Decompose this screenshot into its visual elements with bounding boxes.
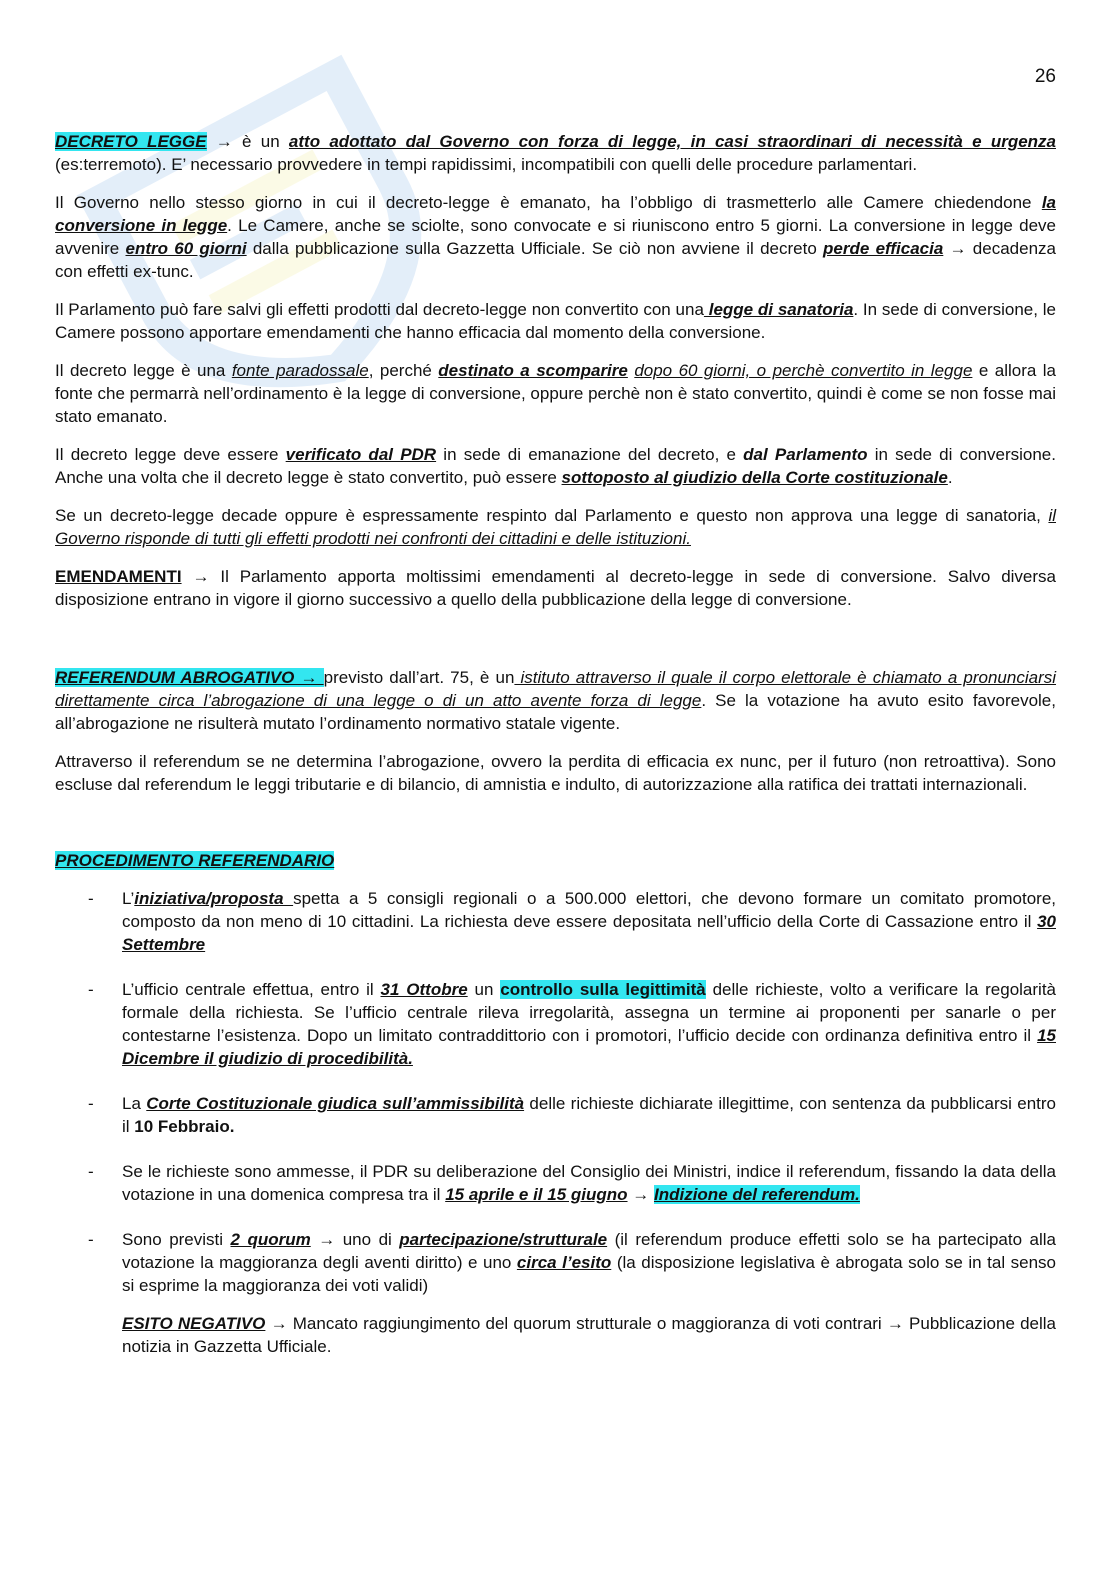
emphasis-span: Corte Costituzionale giudica sull’ammissibilità — [146, 1094, 525, 1113]
esito-negativo-text — [122, 1312, 1056, 1358]
text-span: . In sede di conversione, le Camere possono apportare emendamenti che hanno efficacia dal momento della conversione. — [55, 300, 1057, 342]
text-span: Il Parlamento può fare salvi gli effetti prodotti dal decreto-legge non convertito con una — [55, 300, 704, 319]
text-span: Il decreto legge deve essere — [55, 445, 286, 464]
list-item-text — [122, 978, 1056, 1070]
list-item-text — [122, 887, 1056, 956]
emphasis-span: ESITO NEGATIVO — [122, 1314, 266, 1333]
text-span: Il Governo nello stesso giorno in cui il decreto-legge è emanato, ha l’obbligo di trasmetterlo alle Camere chiedendone — [55, 193, 1042, 212]
list-item-text — [122, 1160, 1056, 1206]
text-span: e allora la fonte che permarrà nell’ordinamento è la legge di conversione, oppure perchè non è stato convertito, quindi è come se non fosse mai stato emanato. — [55, 361, 1056, 426]
procedure-list — [55, 887, 1056, 1358]
paragraph-verifica — [55, 443, 1056, 489]
text-span: in sede di conversione. Anche una volta che il decreto legge è stato convertito, può essere — [55, 445, 1056, 487]
emphasis-span: atto adottato dal Governo con forza di legge, in casi straordinari di necessità e urgenza — [288, 132, 1056, 151]
heading-emendamenti: EMENDAMENTI — [55, 567, 182, 586]
text-span: . — [947, 468, 953, 487]
emphasis-span: il Governo risponde di tutti gli effetti prodotti nei confronti dei cittadini e delle istituzioni. — [55, 506, 1056, 548]
text-span: Il decreto legge è una — [55, 361, 232, 380]
text-span: Sono previsti — [122, 1230, 231, 1249]
paragraph-emendamenti — [55, 565, 1056, 611]
emphasis-span: perde efficacia — [823, 239, 944, 258]
emphasis-span: 15 Dicembre il giudizio di procedibilità. — [122, 1026, 1056, 1068]
emphasis-span: partecipazione/strutturale — [399, 1230, 608, 1249]
text-span: . Se la votazione ha avuto esito favorevole, all’abrogazione ne risulterà mutato l’ordinamento normativo statale vigente. — [55, 691, 1056, 733]
text-span: Attraverso il referendum se ne determina l’abrogazione, ovvero la perdita di efficacia ex nunc, per il futuro (non retroattiva). Sono escluse dal referendum le leggi tributarie e di bilancio, di amnistia e indulto, di autorizzazione alla ratifica dei trattati internazionali. — [55, 752, 1056, 794]
text-span: → decadenza con effetti ex-tunc. — [55, 239, 1056, 281]
text-span: L’ufficio centrale effettua, entro il — [122, 980, 381, 999]
text-span: Se le richieste sono ammesse, il PDR su deliberazione del Consiglio dei Ministri, indice il referendum, fissando la data della votazione in una domenica compresa tra il — [122, 1162, 1056, 1204]
list-item — [55, 1160, 1056, 1206]
text-span: . Le Camere, anche se sciolte, sono convocate e si riuniscono entro 5 giorni. La conversione in legge deve avvenire — [55, 216, 1056, 258]
emphasis-span: 30 Settembre — [122, 912, 1056, 954]
emphasis-span: circa l’esito — [516, 1253, 612, 1272]
text-span: → Il Parlamento apporta moltissimi emendamenti al decreto-legge in sede di conversione. Salvo diversa disposizione entrano in vigore il giorno successivo a quello della pubblicazione della legge di conversione. — [55, 567, 1056, 609]
emphasis-span: 10 Febbraio. — [134, 1117, 235, 1136]
text-span: (la disposizione legislativa è abrogata solo se in tal senso si esprime la maggioranza dei voti validi) — [122, 1253, 1056, 1295]
heading-text: PROCEDIMENTO REFERENDARIO — [55, 851, 335, 870]
text-span: previsto dall’art. 75, è un — [323, 668, 515, 687]
list-dash: - — [88, 1230, 94, 1249]
text-span: delle richieste dichiarate illegittime, con sentenza da pubblicarsi entro il — [122, 1094, 1056, 1136]
heading-decreto-legge: DECRETO LEGGE — [55, 132, 207, 151]
heading-procedimento-referendario — [55, 849, 1056, 872]
heading-referendum-abrogativo: REFERENDUM ABROGATIVO → — [55, 668, 324, 687]
emphasis-span: entro 60 giorni — [125, 239, 247, 258]
paragraph-abrogazione — [55, 750, 1056, 796]
emphasis-span: dopo 60 giorni, o perchè convertito in legge — [634, 361, 973, 380]
text-span: dalla pubblicazione sulla Gazzetta Ufficiale. Se ciò non avviene il decreto — [246, 239, 824, 258]
emphasis-span: 2 quorum — [230, 1230, 311, 1249]
list-item — [55, 1092, 1056, 1138]
text-span: La — [122, 1094, 147, 1113]
list-dash: - — [88, 889, 94, 908]
highlight-span: Indizione del referendum. — [653, 1185, 860, 1204]
paragraph-referendum-abrogativo — [55, 666, 1056, 735]
paragraph-decreto-legge — [55, 130, 1056, 176]
emphasis-span: dal Parlamento — [743, 445, 868, 464]
text-span: L’ — [122, 889, 135, 908]
text-span: Se un decreto-legge decade oppure è espressamente respinto dal Parlamento e questo non approva una legge di sanatoria, — [55, 506, 1049, 525]
emphasis-span: istituto attraverso il quale il corpo elettorale è chiamato a pronunciarsi direttamente circa l’abrogazione di una legge o di un atto avente forza di legge — [55, 668, 1057, 710]
text-span: → Mancato raggiungimento del quorum strutturale o maggioranza di voti contrari → Pubblicazione della notizia in Gazzetta Ufficiale. — [122, 1314, 1056, 1356]
list-dash: - — [88, 980, 94, 999]
text-span: → — [627, 1185, 654, 1204]
emphasis-span: la conversione in legge — [55, 193, 1056, 235]
emphasis-span: legge di sanatoria — [703, 300, 854, 319]
list-item — [55, 887, 1056, 956]
spacer — [55, 626, 1056, 666]
text-span: un — [467, 980, 501, 999]
paragraph-conversione — [55, 191, 1056, 283]
paragraph-decadenza — [55, 504, 1056, 550]
page-content — [55, 130, 1056, 1380]
text-span: → è un — [206, 132, 289, 151]
list-item — [55, 1228, 1056, 1358]
emphasis-span: sottoposto al giudizio della Corte costituzionale — [561, 468, 948, 487]
spacer — [55, 811, 1056, 849]
text-span: → uno di — [310, 1230, 400, 1249]
emphasis-span: fonte paradossale — [231, 361, 369, 380]
text-span: (il referendum produce effetti solo se ha partecipato alla votazione la maggioranza degli aventi diritto) e uno — [122, 1230, 1056, 1272]
list-dash: - — [88, 1162, 94, 1181]
text-span: spetta a 5 consigli regionali o a 500.000 elettori, che devono formare un comitato promotore, composto da non meno di 10 cittadini. La richiesta deve essere depositata nell’ufficio della Corte di Cassazione entro il — [122, 889, 1056, 931]
emphasis-span: 31 Ottobre — [380, 980, 468, 999]
emphasis-span: verificato dal PDR — [285, 445, 437, 464]
page-number: 26 — [1034, 66, 1056, 87]
text-span: in sede di emanazione del decreto, e — [436, 445, 744, 464]
list-item-text — [122, 1228, 1056, 1297]
text-span: , perché — [368, 361, 439, 380]
list-dash: - — [88, 1094, 94, 1113]
paragraph-sanatoria — [55, 298, 1056, 344]
emphasis-span: iniziativa/proposta — [134, 889, 294, 908]
emphasis-span: destinato a scomparire — [438, 361, 628, 380]
emphasis-span: 15 aprile e il 15 giugno — [445, 1185, 628, 1204]
highlight-span: controllo sulla legittimità — [500, 980, 706, 999]
list-item-text — [122, 1092, 1056, 1138]
paragraph-fonte-paradossale — [55, 359, 1056, 428]
text-span: (es:terremoto). E’ necessario provvedere in tempi rapidissimi, incompatibili con quelli delle procedure parlamentari. — [55, 155, 918, 174]
list-item — [55, 978, 1056, 1070]
text-span: delle richieste, volto a verificare la regolarità formale della richiesta. Se l’ufficio centrale rileva irregolarità, assegna un termine ai proponenti per sanarle o per contestarne l’esistenza. Dopo un limitato contraddittorio con i promotori, l’ufficio decide con ordinanza definitiva entro il — [122, 980, 1057, 1045]
